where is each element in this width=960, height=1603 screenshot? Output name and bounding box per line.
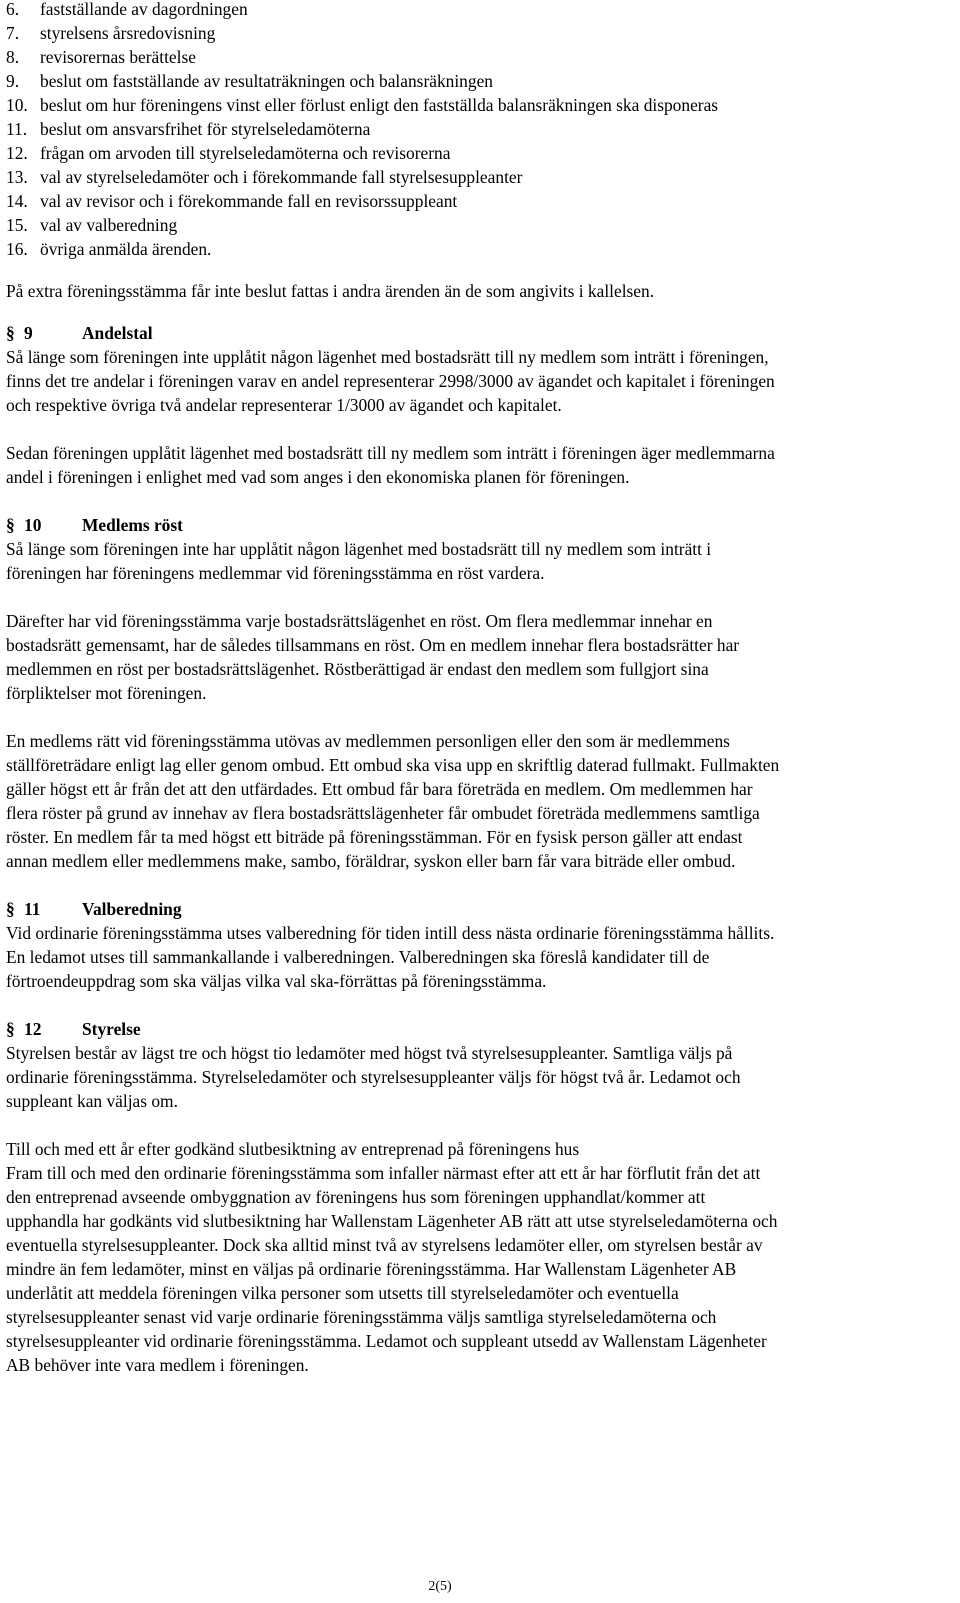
paragraph bbox=[6, 729, 956, 873]
list-item bbox=[6, 165, 956, 189]
section-sign: § bbox=[6, 899, 15, 919]
list-item-number: 9. bbox=[6, 71, 20, 91]
text-line: flera röster på grund av innehav av flera bostadsrättslägenheter får ombudet företräda medlemmens samtliga bbox=[6, 803, 760, 823]
text-line: Styrelsen består av lägst tre och högst tio ledamöter med högst två styrelsesuppleanter. Samtliga väljs på bbox=[6, 1043, 733, 1063]
list-item-text: beslut om ansvarsfrihet för styrelseledamöterna bbox=[40, 119, 371, 139]
list-item bbox=[6, 45, 956, 69]
text-line: den entreprenad avseende ombyggnation av föreningens hus som föreningen upphandlat/kommer att bbox=[6, 1187, 706, 1207]
section-number: 11 bbox=[24, 899, 41, 919]
text-line: föreningen har föreningens medlemmar vid föreningsstämma en röst vardera. bbox=[6, 563, 545, 583]
paragraph bbox=[6, 537, 956, 585]
text-line: Så länge som föreningen inte upplåtit någon lägenhet med bostadsrätt till ny medlem som inträtt i föreningen, bbox=[6, 347, 769, 367]
paragraph bbox=[6, 1137, 956, 1377]
text-line: medlemmen en röst per bostadsrättslägenhet. Röstberättigad är endast den medlem som fullgjort sina bbox=[6, 659, 709, 679]
section-title: Valberedning bbox=[82, 899, 182, 919]
section-number: 12 bbox=[24, 1019, 42, 1039]
section-title: Styrelse bbox=[82, 1019, 141, 1039]
list-item-number: 14. bbox=[6, 191, 28, 211]
list-item-text: övriga anmälda ärenden. bbox=[40, 239, 212, 259]
agenda-list bbox=[6, 0, 956, 261]
list-item-number: 10. bbox=[6, 95, 28, 115]
page-footer bbox=[0, 1578, 880, 1596]
text-line: annan medlem eller medlemmens make, sambo, föräldrar, syskon eller barn får vara biträde eller ombud. bbox=[6, 851, 736, 871]
text-line: förtroendeuppdrag som ska väljas vilka val ska-förrättas på föreningsstämma. bbox=[6, 971, 547, 991]
list-item-text: val av valberedning bbox=[40, 215, 178, 235]
list-item-number: 11. bbox=[6, 119, 28, 139]
text-line: Vid ordinarie föreningsstämma utses valberedning för tiden intill dess nästa ordinarie föreningsstämma hållits. bbox=[6, 923, 775, 943]
list-item-number: 16. bbox=[6, 239, 28, 259]
list-item-text: revisorernas berättelse bbox=[40, 47, 196, 67]
section-heading bbox=[6, 321, 956, 345]
text-line: Fram till och med den ordinarie föreningsstämma som infaller närmast efter att ett år har förflutit från det att bbox=[6, 1163, 761, 1183]
list-item bbox=[6, 141, 956, 165]
list-item-number: 7. bbox=[6, 23, 20, 43]
section-heading bbox=[6, 513, 956, 537]
document-page bbox=[6, 0, 956, 1377]
list-item-text: beslut om fastställande av resultaträkningen och balansräkningen bbox=[40, 71, 493, 91]
section-sign: § bbox=[6, 515, 15, 535]
text-line: finns det tre andelar i föreningen varav en andel representerar 2998/3000 av ägandet och kapitalet i föreningen bbox=[6, 371, 775, 391]
section-title: Medlems röst bbox=[82, 515, 183, 535]
page-number: 2(5) bbox=[428, 1579, 452, 1594]
list-item-number: 15. bbox=[6, 215, 28, 235]
list-item bbox=[6, 93, 956, 117]
list-item-text: val av styrelseledamöter och i förekommande fall styrelsesuppleanter bbox=[40, 167, 523, 187]
paragraph bbox=[6, 345, 956, 417]
list-item-number: 13. bbox=[6, 167, 28, 187]
text-line: andel i föreningen i enlighet med vad som anges i den ekonomiska planen för föreningen. bbox=[6, 467, 630, 487]
section-number: 10 bbox=[24, 515, 42, 535]
paragraph bbox=[6, 921, 956, 993]
list-item bbox=[6, 213, 956, 237]
paragraph bbox=[6, 1041, 956, 1113]
paragraph bbox=[6, 609, 956, 705]
text-line: styrelsesuppleanter vid ordinarie föreningsstämma. Ledamot och suppleant utsedd av Wallenstam Lägenheter bbox=[6, 1331, 767, 1351]
section-heading bbox=[6, 897, 956, 921]
text-line: röster. En medlem får ta med högst ett biträde på föreningsstämman. För en fysisk person gäller att endast bbox=[6, 827, 743, 847]
text-line: En medlems rätt vid föreningsstämma utövas av medlemmen personligen eller den som är medlemmens bbox=[6, 731, 730, 751]
text-line: Till och med ett år efter godkänd slutbesiktning av entreprenad på föreningens hus bbox=[6, 1139, 580, 1159]
list-item bbox=[6, 69, 956, 93]
section-title: Andelstal bbox=[82, 323, 153, 343]
extra-meeting-note: På extra föreningsstämma får inte beslut fattas i andra ärenden än de som angivits i kallelsen. bbox=[6, 281, 655, 301]
text-line: bostadsrätt gemensamt, har de således tillsammans en röst. Om en medlem innehar flera bostadsrätter har bbox=[6, 635, 740, 655]
text-line: styrelsesuppleanter senast vid varje ordinarie föreningsstämma väljs samtliga styrelseledamöterna och bbox=[6, 1307, 717, 1327]
text-line: Därefter har vid föreningsstämma varje bostadsrättslägenhet en röst. Om flera medlemmar innehar en bbox=[6, 611, 713, 631]
text-line: AB behöver inte vara medlem i föreningen. bbox=[6, 1355, 309, 1375]
list-item-text: fastställande av dagordningen bbox=[40, 0, 248, 19]
list-item-number: 8. bbox=[6, 47, 20, 67]
text-line: suppleant kan väljas om. bbox=[6, 1091, 178, 1111]
text-line: En ledamot utses till sammankallande i valberedningen. Valberedningen ska föreslå kandidater till de bbox=[6, 947, 710, 967]
list-item-text: beslut om hur föreningens vinst eller förlust enligt den fastställda balansräkningen ska disponeras bbox=[40, 95, 719, 115]
list-item-text: frågan om arvoden till styrelseledamöterna och revisorerna bbox=[40, 143, 451, 163]
list-item bbox=[6, 189, 956, 213]
list-item bbox=[6, 21, 956, 45]
text-line: förpliktelser mot föreningen. bbox=[6, 683, 207, 703]
text-line: ställföreträdare enligt lag eller genom ombud. Ett ombud ska visa upp en skriftlig daterad fullmakt. Fullmakten bbox=[6, 755, 780, 775]
list-item-text: styrelsens årsredovisning bbox=[40, 23, 216, 43]
text-line: underlåtit att meddela föreningen vilka personer som utsetts till styrelseledamöter och eventuella bbox=[6, 1283, 679, 1303]
text-line: eventuella styrelsesuppleanter. Dock ska alltid minst två av styrelsens ledamöter eller, om styrelsen består av bbox=[6, 1235, 763, 1255]
section-sign: § bbox=[6, 1019, 15, 1039]
text-line: gäller högst ett år från det att den utfärdades. Ett ombud får bara företräda en medlem. Om medlemmen har bbox=[6, 779, 753, 799]
section-sign: § bbox=[6, 323, 15, 343]
paragraph bbox=[6, 441, 956, 489]
section-heading bbox=[6, 1017, 956, 1041]
list-item bbox=[6, 0, 956, 21]
text-line: upphandla har godkänts vid slutbesiktning har Wallenstam Lägenheter AB rätt att utse styrelseledamöterna och bbox=[6, 1211, 778, 1231]
text-line: Sedan föreningen upplåtit lägenhet med bostadsrätt till ny medlem som inträtt i föreningen äger medlemmarna bbox=[6, 443, 775, 463]
text-line: Så länge som föreningen inte har upplåtit någon lägenhet med bostadsrätt till ny medlem som inträtt i bbox=[6, 539, 712, 559]
text-line: mindre än fem ledamöter, minst en väljas på ordinarie föreningsstämma. Har Wallenstam Lägenheter AB bbox=[6, 1259, 737, 1279]
list-item bbox=[6, 117, 956, 141]
list-item-number: 6. bbox=[6, 0, 20, 19]
list-item-number: 12. bbox=[6, 143, 28, 163]
text-line: och respektive övriga två andelar representerar 1/3000 av ägandet och kapitalet. bbox=[6, 395, 562, 415]
text-line: ordinarie föreningsstämma. Styrelseledamöter och styrelsesuppleanter väljs för högst två år. Ledamot och bbox=[6, 1067, 741, 1087]
list-item bbox=[6, 237, 956, 261]
section-number: 9 bbox=[24, 323, 33, 343]
list-item-text: val av revisor och i förekommande fall en revisorssuppleant bbox=[40, 191, 458, 211]
